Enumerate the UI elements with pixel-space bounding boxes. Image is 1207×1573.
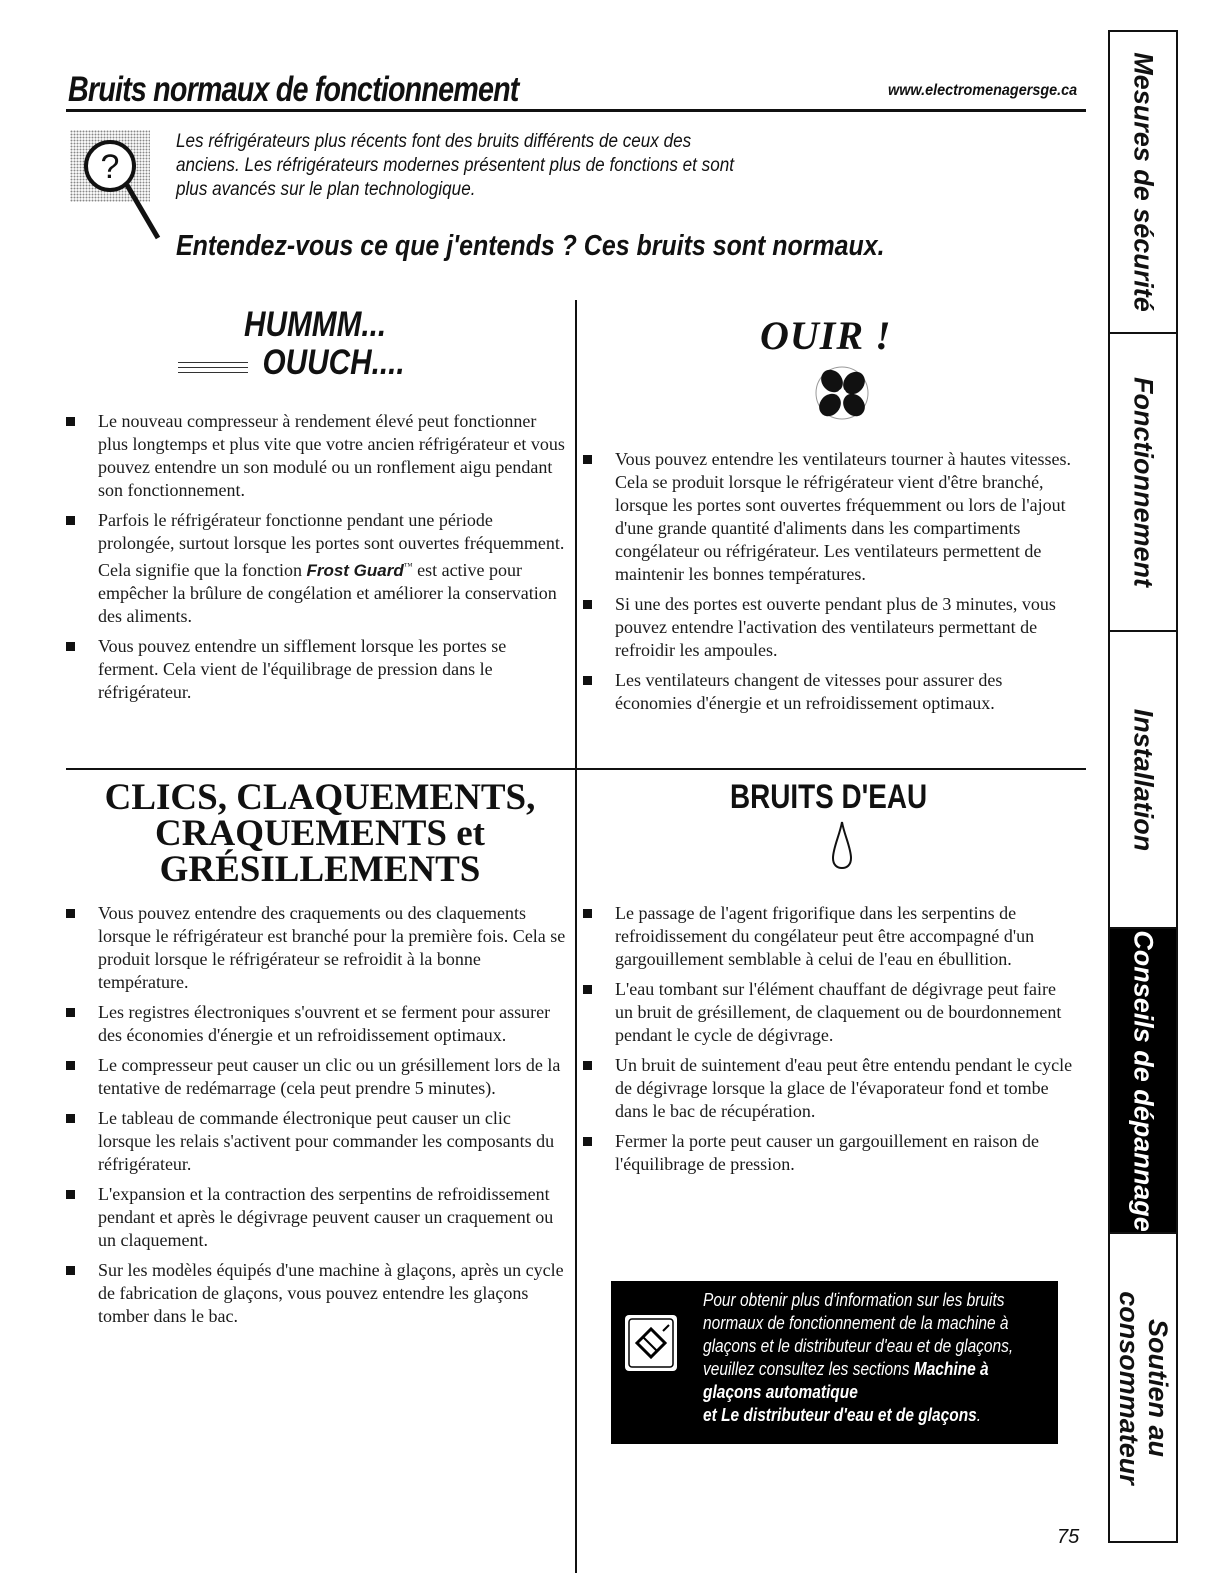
list-item-text: Un bruit de suintement d'eau peut être entendu pendant le cycle de dégivrage lorsque la glace de l'évaporateur fond et tombe dans le bac de récupération. — [615, 1055, 1073, 1121]
list-item — [66, 635, 566, 704]
bullet-icon — [583, 909, 592, 918]
list-item-text: Parfois le réfrigérateur fonctionne pendant une période prolongée, surtout lorsque les portes sont ouvertes fréquemment. Cela signifie que la fonction — [98, 510, 565, 580]
bullet-icon — [583, 676, 592, 685]
clic-title-line3: GRÉSILLEMENTS — [159, 849, 481, 890]
list-item-text: Le tableau de commande électronique peut causer un clic lorsque les relais s'activent pour commander les composants du réfrigérateur. — [98, 1108, 555, 1174]
bullet-icon — [66, 1061, 75, 1070]
website-url: www.electromenagersge.ca — [887, 82, 1077, 99]
info-text-link1: Machine à glaçons automatique — [703, 1359, 989, 1402]
info-text-plain: Pour obtenir plus d'information sur les bruits normaux de fonctionnement de la machine à glaçons et le distributeur d'eau et de glaçons, veuillez consultez les sections — [703, 1290, 1014, 1379]
tab-fonctionnement[interactable] — [1110, 334, 1176, 632]
list-item-text: L'eau tombant sur l'élément chauffant de dégivrage peut faire un bruit de grésillement, de claquement ou de bourdonnement pendant le cycle de dégivrage. — [615, 979, 1062, 1045]
tab-label: Installation — [1128, 708, 1159, 851]
water-drop-icon — [831, 820, 853, 870]
clic-section-title — [75, 777, 565, 890]
tab-label-line: consommateur — [1114, 1290, 1144, 1485]
list-item — [583, 669, 1078, 715]
eau-list — [583, 902, 1078, 1183]
section-divider — [66, 768, 1086, 770]
bullet-icon — [66, 1008, 75, 1017]
list-item-text: Vous pouvez entendre un sifflement lorsque les portes se ferment. Cela vient de l'équilibrage de pression dans le réfrigérateur. — [98, 636, 507, 702]
list-item-text: Le nouveau compresseur à rendement élevé peut fonctionner plus longtemps et plus vite que votre ancien réfrigérateur et vous pouvez entendre un son modulé ou un ronflement aigu pendant son fonctionnement. — [98, 411, 565, 500]
list-item — [66, 509, 566, 628]
ouir-section-title: OUIR ! — [760, 313, 892, 358]
bullet-icon — [66, 642, 75, 651]
list-item-text: Si une des portes est ouverte pendant plus de 3 minutes, vous pouvez entendre l'activation des ventilateurs permettant de refroidir les ampoules. — [615, 594, 1056, 660]
list-item-text: Le compresseur peut causer un clic ou un grésillement lors de la tentative de redémarrage (cela peut prendre 5 minutes). — [98, 1055, 561, 1098]
list-item-text: Sur les modèles équipés d'une machine à glaçons, après un cycle de fabrication de glaçons, vous pouvez entendre les glaçons tomber dans le bac. — [98, 1260, 564, 1326]
hum-list — [66, 410, 566, 711]
bullet-icon — [66, 417, 75, 426]
list-item-text: Les registres électroniques s'ouvrent et se ferment pour assurer des économies d'énergie et un refroidissement optimaux. — [98, 1002, 551, 1045]
bullet-icon — [66, 1190, 75, 1199]
list-item — [583, 1054, 1078, 1123]
list-item-text: Le passage de l'agent frigorifique dans les serpentins de refroidissement du congélateur peut être accompagné d'un gargouillement semblable à celui de l'eau en ébullition. — [615, 903, 1035, 969]
tab-label-line: Soutien au — [1143, 1318, 1173, 1457]
clic-title-line1: CLICS, CLAQUEMENTS, — [104, 777, 536, 818]
page-title: Bruits normaux de fonctionnement — [68, 70, 519, 109]
motion-lines — [178, 362, 248, 377]
list-item — [66, 1054, 566, 1100]
column-divider — [575, 300, 577, 1573]
list-item — [583, 1130, 1078, 1176]
list-item — [66, 1183, 566, 1252]
hum-title-line1: HUMMM... — [244, 305, 387, 344]
list-item-text: Fermer la porte peut causer un gargouillement en raison de l'équilibrage de pression. — [615, 1131, 1040, 1174]
list-item — [66, 1259, 566, 1328]
bullet-icon — [583, 1137, 592, 1146]
list-item — [583, 593, 1078, 662]
info-box — [611, 1281, 1058, 1444]
tab-label: Conseils de dépannage — [1128, 929, 1159, 1232]
subheading: Entendez-vous ce que j'entends ? Ces bruits sont normaux. — [176, 230, 885, 262]
fan-icon — [812, 363, 872, 423]
bullet-icon — [583, 1061, 592, 1070]
clic-list — [66, 902, 566, 1335]
eau-section-title: BRUITS D'EAU — [730, 778, 928, 816]
bullet-icon — [66, 516, 75, 525]
list-item — [583, 902, 1078, 971]
bullet-icon — [66, 1114, 75, 1123]
bullet-icon — [583, 600, 592, 609]
trademark: ™ — [403, 561, 413, 571]
list-item — [66, 1001, 566, 1047]
bullet-icon — [583, 985, 592, 994]
tab-installation[interactable] — [1110, 632, 1176, 929]
list-item-text: Vous pouvez entendre des craquements ou des claquements lorsque le réfrigérateur est branché pour la première fois. Cela se produit lorsque le réfrigérateur se refroidit à la bonne température. — [98, 903, 566, 992]
list-item — [583, 978, 1078, 1047]
info-box-text — [703, 1289, 1030, 1427]
magnifier-question-icon — [70, 130, 162, 242]
ice-cube-icon — [623, 1313, 679, 1373]
tab-mesures-de-securite[interactable] — [1110, 32, 1176, 334]
list-item-text: Vous pouvez entendre les ventilateurs tourner à hautes vitesses. Cela se produit lorsque le réfrigérateur vient d'être branché, lorsque les portes sont ouvertes fréquemment ou lors de l'ajout d'une grande quantité d'aliments dans les compartiments congélateur ou réfrigérateur. Les ventilateurs permettent de maintenir les bonnes températures. — [615, 449, 1072, 584]
tab-conseils-de-depannage[interactable] — [1110, 929, 1176, 1234]
ouir-list — [583, 448, 1078, 722]
list-item-text: Les ventilateurs changent de vitesses pour assurer des économies d'énergie et un refroidissement optimaux. — [615, 670, 1003, 713]
intro-text: Les réfrigérateurs plus récents font des bruits différents de ceux des anciens. Les réfrigérateurs modernes présentent plus de fonctions et sont plus avancés sur le plan technologique. — [176, 131, 734, 200]
page-number: 75 — [1057, 1526, 1080, 1548]
tab-label: Mesures de sécurité — [1128, 52, 1159, 312]
list-item — [66, 902, 566, 994]
hum-title-line2: OUUCH.... — [262, 343, 405, 382]
tab-label-two-line — [1114, 1291, 1172, 1485]
tab-label: Fonctionnement — [1128, 377, 1159, 587]
header-rule — [66, 109, 1086, 112]
bullet-icon — [66, 909, 75, 918]
bullet-icon — [66, 1266, 75, 1275]
tab-soutien-au-consommateur[interactable] — [1110, 1234, 1176, 1541]
svg-text:?: ? — [100, 148, 120, 186]
list-item — [66, 1107, 566, 1176]
list-item — [583, 448, 1078, 586]
list-item — [66, 410, 566, 502]
list-item-text: L'expansion et la contraction des serpentins de refroidissement pendant et après le dégivrage peuvent causer un craquement ou un claquement. — [98, 1184, 554, 1250]
bullet-icon — [583, 455, 592, 464]
list-item-text: est active pour empêcher la brûlure de congélation et améliorer la conservation des aliments. — [98, 560, 557, 626]
frost-guard-brand: Frost Guard — [306, 561, 404, 580]
side-tab-bar — [1108, 30, 1178, 1543]
info-text-end: . — [976, 1405, 982, 1425]
clic-title-line2: CRAQUEMENTS et — [155, 813, 485, 854]
info-text-link2: et Le distributeur d'eau et de glaçons — [703, 1405, 977, 1425]
